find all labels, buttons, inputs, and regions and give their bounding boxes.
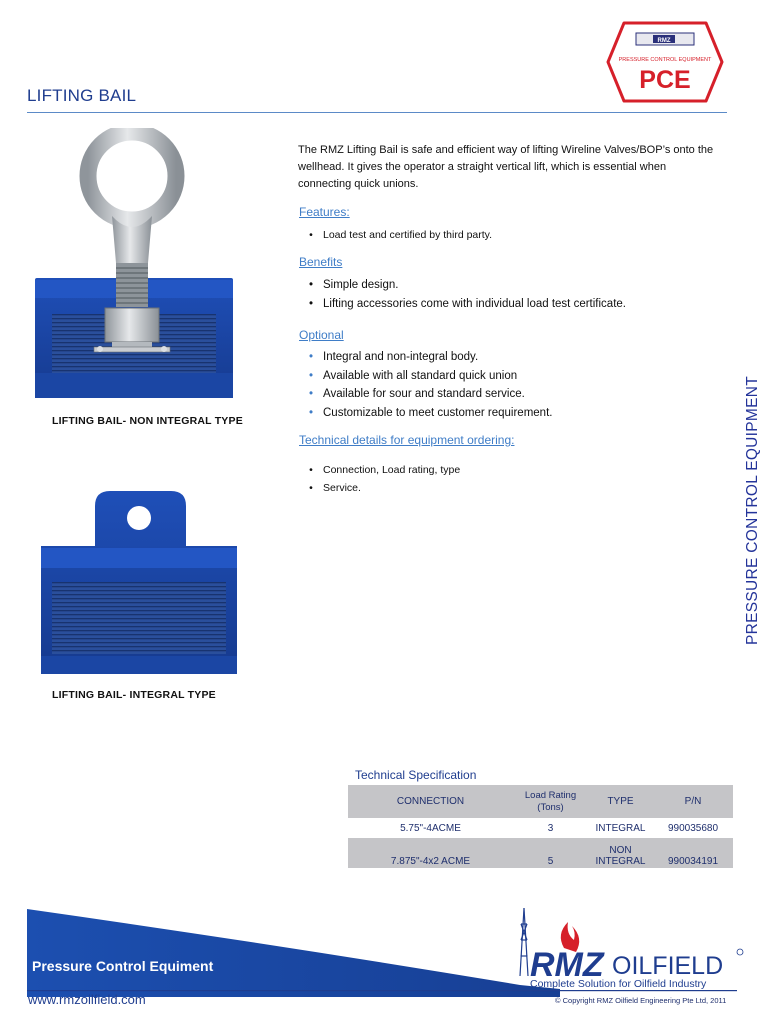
list-item: • Service. <box>299 479 514 497</box>
bullet-icon: • <box>309 229 313 241</box>
col-load-rating: Load Rating (Tons) <box>513 785 588 818</box>
list-item: • Available with all standard quick union <box>299 367 552 386</box>
badge-caption: PRESSURE CONTROL EQUIPMENT <box>618 57 712 63</box>
cell-rating: 5 <box>513 838 588 868</box>
benefits-section <box>299 255 626 313</box>
bullet-icon: • <box>308 369 314 382</box>
col-pn: P/N <box>653 785 733 818</box>
cell-type: INTEGRAL <box>588 818 653 838</box>
cell-connection: 7.875"-4x2 ACME <box>348 838 513 868</box>
features-heading: Features: <box>299 205 350 219</box>
logo-oilfield-text: OILFIELD <box>612 952 724 980</box>
table-row <box>348 838 733 868</box>
list-item: • Simple design. <box>299 276 626 295</box>
list-item: • Lifting accessories come with individual load test certificate. <box>299 295 626 314</box>
optional-section <box>299 328 552 422</box>
footer-tagline: Pressure Control Equiment <box>32 958 214 974</box>
non-integral-bail-image <box>32 128 236 408</box>
integral-bail-image <box>38 488 240 676</box>
title-divider <box>27 112 727 113</box>
bullet-icon: • <box>309 482 313 494</box>
copyright-text: © Copyright RMZ Oilfield Engineering Pte Ltd, 2011 <box>555 996 727 1005</box>
bullet-icon: • <box>308 351 314 363</box>
technical-heading: Technical details for equipment ordering: <box>299 433 515 447</box>
page-title: LIFTING BAIL <box>27 86 137 105</box>
technical-list <box>299 461 514 497</box>
spec-table <box>348 785 733 868</box>
website-link[interactable]: www.rmzoilfield.com <box>28 992 146 1007</box>
list-item: • Load test and certified by third party. <box>299 226 492 244</box>
rmz-oilfield-logo <box>516 904 748 996</box>
table-row <box>348 818 733 838</box>
features-list <box>299 226 492 244</box>
list-item: • Available for sour and standard service. <box>299 385 552 404</box>
list-item: • Integral and non-integral body. <box>299 348 552 367</box>
bullet-icon: • <box>308 297 314 310</box>
cell-type: NON INTEGRAL <box>588 838 653 868</box>
benefits-list <box>299 276 626 313</box>
badge-top-text: RMZ <box>657 38 671 44</box>
col-type: TYPE <box>588 785 653 818</box>
badge-main-text: PCE <box>639 66 691 94</box>
cell-pn: 990034191 <box>653 838 733 868</box>
features-section <box>299 205 492 244</box>
logo-tagline: Complete Solution for Oilfield Industry <box>530 978 707 990</box>
intro-paragraph: The RMZ Lifting Bail is safe and efficient way of lifting Wireline Valves/BOP’s onto the wellhead. It gives the operator a straight vertical lift, which is essential when connecting quick unions. <box>298 144 714 190</box>
bullet-icon: • <box>308 406 314 419</box>
cell-connection: 5.75"-4ACME <box>348 818 513 838</box>
bullet-icon: • <box>308 388 314 400</box>
list-item: • Customizable to meet customer requirement. <box>299 404 552 423</box>
side-vertical-title: PRESSURE CONTROL EQUIPMENT <box>744 375 761 645</box>
cell-pn: 990035680 <box>653 818 733 838</box>
spec-title: Technical Specification <box>355 768 477 782</box>
bullet-icon: • <box>308 279 314 291</box>
technical-section <box>299 433 514 497</box>
table-header-row <box>348 785 733 818</box>
non-integral-caption: LIFTING BAIL- NON INTEGRAL TYPE <box>52 415 243 427</box>
logo-rmz-text: RMZ <box>530 946 604 984</box>
col-connection: CONNECTION <box>348 785 513 818</box>
list-item: • Connection, Load rating, type <box>299 461 514 479</box>
optional-list <box>299 348 552 422</box>
bullet-icon: • <box>309 464 313 476</box>
benefits-heading: Benefits <box>299 255 343 269</box>
cell-rating: 3 <box>513 818 588 838</box>
optional-heading: Optional <box>299 328 344 342</box>
pce-badge-logo <box>606 17 724 107</box>
integral-caption: LIFTING BAIL- INTEGRAL TYPE <box>52 689 216 701</box>
